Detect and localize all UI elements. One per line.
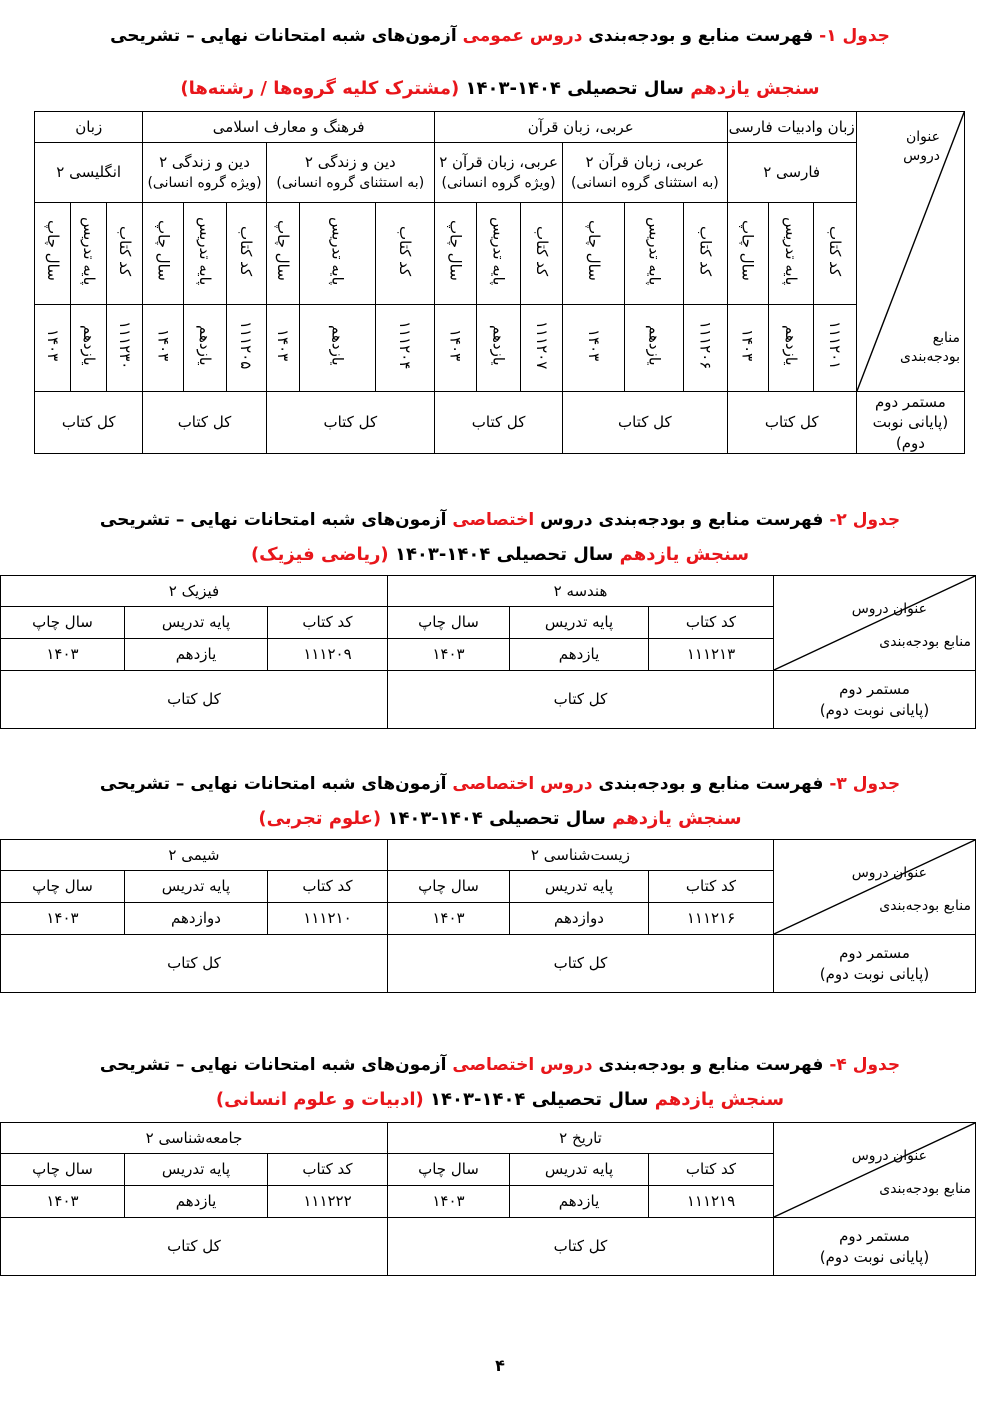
- table3-subject-1: شیمی ۲: [0, 840, 387, 871]
- table2-corner-cell: [774, 576, 976, 671]
- table4-subtitle-mid: سال تحصیلی ۱۴۰۴-۱۴۰۳: [423, 1089, 655, 1110]
- table2-cell-grade: یازدهم: [124, 639, 267, 671]
- table2-title-prefix: جدول ۲-: [823, 510, 901, 530]
- table4-whole-book-1: کل کتاب: [1, 1218, 388, 1276]
- header-label-year: سال چاپ: [273, 220, 292, 282]
- cell-value-grade: یازدهم: [196, 325, 215, 366]
- cell-value-grade: یازدهم: [645, 325, 664, 366]
- table4-continuous-label: [774, 1218, 976, 1276]
- table2-cell-grade: یازدهم: [510, 639, 649, 671]
- table2-cell-year: ۱۴۰۳: [0, 639, 124, 671]
- table3-header-grade: پایه تدریس: [124, 871, 267, 903]
- table1: [34, 111, 965, 454]
- table1-subtitle-mid: سال تحصیلی ۱۴۰۴-۱۴۰۳: [459, 78, 691, 99]
- table1-whole-book-4: کل کتاب: [143, 392, 266, 454]
- continuous-label: مستمر دوم: [839, 680, 910, 699]
- table3-title: [0, 774, 1000, 794]
- cell-value-year: ۱۴۰۳: [273, 329, 292, 362]
- header-label-grade: پایه تدریس: [489, 216, 508, 286]
- table2-subtitle-prefix: سنجش یازدهم: [619, 544, 750, 565]
- table1-corner-cell: [856, 112, 964, 392]
- table4-header-code: کد کتاب: [649, 1154, 774, 1186]
- table1-header-grade: [184, 203, 226, 305]
- table2-title-highlight: اختصاصی: [452, 510, 535, 530]
- table1-header-grade: [477, 203, 521, 305]
- table1-subtitle: [0, 78, 1000, 99]
- sources-label: منابع بودجه‌بندی: [879, 634, 971, 651]
- table1-cell-code: [226, 305, 266, 392]
- table1-title: [0, 26, 1000, 46]
- header-label-code: کد کتاب: [825, 225, 844, 276]
- subject-name: انگلیسی ۲: [56, 163, 122, 182]
- table1-course-title-label-2: دروس: [903, 147, 940, 164]
- table4-cell-year: ۱۴۰۳: [1, 1186, 125, 1218]
- table1-title-mid: فهرست منابع و بودجه‌بندی: [582, 26, 814, 46]
- table1-group-language: زبان: [35, 112, 143, 143]
- table1-header-year: [35, 203, 71, 305]
- continuous-sublabel: (پایانی نوبت دوم): [819, 700, 930, 719]
- table1-whole-book-3: کل کتاب: [266, 392, 434, 454]
- table1-cell-code: [684, 305, 727, 392]
- table4-subtitle-prefix: سنجش یازدهم: [654, 1089, 785, 1110]
- table3-subject-0: زیست‌شناسی ۲: [387, 840, 773, 871]
- table1-subject-3: [266, 143, 434, 203]
- table2-cell-code: ۱۱۱۲۱۳: [649, 639, 774, 671]
- table3-title-suffix: آزمون‌های شبه امتحانات نهایی – تشریحی: [99, 774, 453, 794]
- table2-header-code: کد کتاب: [649, 607, 774, 639]
- cell-value-year: ۱۴۰۳: [738, 329, 757, 362]
- cell-value-year: ۱۴۰۳: [154, 329, 173, 362]
- subject-name: دین و زندگی ۲: [159, 152, 250, 171]
- table1-cell-grade: [477, 305, 521, 392]
- continuous-label: مستمر دوم: [839, 944, 910, 963]
- table3-cell-grade: دوازدهم: [510, 903, 649, 935]
- header-label-year: سال چاپ: [154, 220, 173, 282]
- table1-header-grade: [299, 203, 375, 305]
- table1-cell-year: [727, 305, 768, 392]
- continuous-label: مستمر دوم: [839, 1227, 910, 1246]
- table2-header-year: سال چاپ: [0, 607, 124, 639]
- cell-value-code: ۱۱۱۲۰۵: [237, 321, 256, 370]
- table4-header-year: سال چاپ: [388, 1154, 510, 1186]
- table1-cell-year: [35, 305, 71, 392]
- table1-group-arabic: عربی، زبان قرآن: [434, 112, 727, 143]
- table4-header-code: کد کتاب: [268, 1154, 388, 1186]
- cell-value-year: ۱۴۰۳: [43, 329, 62, 362]
- table3-header-year: سال چاپ: [0, 871, 124, 903]
- header-label-year: سال چاپ: [738, 220, 757, 282]
- course-title-label: عنوان دروس: [851, 865, 927, 881]
- header-label-grade: پایه تدریس: [79, 216, 98, 286]
- table1-cell-year: [266, 305, 299, 392]
- header-label-code: کد کتاب: [237, 225, 256, 276]
- table2-header-grade: پایه تدریس: [124, 607, 267, 639]
- table1-cell-grade: [71, 305, 107, 392]
- table4-title: [0, 1055, 1000, 1075]
- table1-subject-0: [727, 143, 856, 203]
- table3-title-mid: فهرست منابع و بودجه‌بندی: [592, 774, 824, 794]
- table1-title-highlight: دروس عمومی: [462, 26, 583, 46]
- table4: [0, 1122, 976, 1276]
- table3-title-highlight: دروس اختصاصی: [452, 774, 593, 794]
- continuous-sublabel: (پایانی نوبت دوم): [819, 1247, 930, 1266]
- table3-title-prefix: جدول ۳-: [823, 774, 901, 794]
- table3-header-year: سال چاپ: [387, 871, 509, 903]
- cell-value-grade: یازدهم: [489, 325, 508, 366]
- table1-subject-1: [563, 143, 727, 203]
- table1-cell-year: [434, 305, 476, 392]
- table3-cell-grade: دوازدهم: [124, 903, 267, 935]
- cell-value-code: ۱۱۱۲۰۷: [532, 321, 551, 370]
- table1-cell-grade: [625, 305, 684, 392]
- header-label-code: کد کتاب: [115, 225, 134, 276]
- table1-header-year: [143, 203, 184, 305]
- cell-value-grade: یازدهم: [79, 325, 98, 366]
- table4-title-mid: فهرست منابع و بودجه‌بندی: [592, 1055, 824, 1075]
- table1-header-grade: [71, 203, 107, 305]
- table1-cell-grade: [184, 305, 226, 392]
- continuous-label: مستمر دوم: [874, 393, 946, 411]
- table1-course-title-label-1: عنوان: [906, 129, 940, 145]
- continuous-sublabel: (پایانی نوبت دوم): [872, 413, 949, 452]
- header-label-year: سال چاپ: [446, 220, 465, 282]
- table2-subject-0: هندسه ۲: [387, 576, 773, 607]
- table1-sources-label-2: بودجه‌بندی: [900, 349, 960, 366]
- cell-value-code: ۱۱۱۲۳۰: [115, 321, 134, 370]
- cell-value-year: ۱۴۰۳: [446, 329, 465, 362]
- table1-subtitle-prefix: سنجش یازدهم: [690, 78, 820, 99]
- table1-subtitle-highlight: (مشترک کلیه گروه‌ها / رشته‌ها): [180, 78, 460, 99]
- table1-cell-grade: [768, 305, 813, 392]
- table4-cell-grade: یازدهم: [125, 1186, 268, 1218]
- table4-subject-1: جامعه‌شناسی ۲: [1, 1123, 388, 1154]
- sources-label: منابع بودجه‌بندی: [879, 898, 971, 915]
- table2-title: [0, 510, 1000, 530]
- header-label-code: کد کتاب: [396, 225, 414, 276]
- table1-whole-book-0: کل کتاب: [727, 392, 856, 454]
- table1-header-year: [563, 203, 625, 305]
- table2-subject-1: فیزیک ۲: [0, 576, 387, 607]
- table2-subtitle: [0, 544, 1000, 565]
- table1-sources-label-1: منابع: [932, 330, 960, 347]
- table1-header-grade: [768, 203, 813, 305]
- table2-whole-book-0: کل کتاب: [387, 671, 773, 729]
- table1-cell-code: [813, 305, 856, 392]
- table2-cell-code: ۱۱۱۲۰۹: [267, 639, 387, 671]
- header-label-grade: پایه تدریس: [645, 216, 664, 286]
- table3-subtitle-mid: سال تحصیلی ۱۴۰۴-۱۴۰۳: [381, 808, 613, 829]
- header-label-year: سال چاپ: [43, 220, 62, 282]
- table4-subtitle: [0, 1089, 1000, 1110]
- table2-whole-book-1: کل کتاب: [0, 671, 387, 729]
- table2-header-grade: پایه تدریس: [510, 607, 649, 639]
- table1-cell-code: [521, 305, 563, 392]
- table1-header-code: [521, 203, 563, 305]
- header-label-code: کد کتاب: [696, 225, 715, 276]
- table3-continuous-label: [774, 935, 976, 993]
- subject-note: (ویژه گروه انسانی): [147, 175, 262, 192]
- table1-cell-code: [107, 305, 143, 392]
- table4-cell-code: ۱۱۱۲۱۹: [649, 1186, 774, 1218]
- table4-corner-cell: [774, 1123, 976, 1218]
- table1-header-year: [434, 203, 476, 305]
- table3-whole-book-0: کل کتاب: [387, 935, 773, 993]
- header-label-code: کد کتاب: [532, 225, 551, 276]
- continuous-sublabel: (پایانی نوبت دوم): [819, 964, 930, 983]
- table1-whole-book-2: کل کتاب: [434, 392, 562, 454]
- table3-header-code: کد کتاب: [267, 871, 387, 903]
- subject-name: فارسی ۲: [763, 163, 821, 182]
- table1-header-year: [727, 203, 768, 305]
- table2-subtitle-mid: سال تحصیلی ۱۴۰۴-۱۴۰۳: [388, 544, 620, 565]
- table3-whole-book-1: کل کتاب: [0, 935, 387, 993]
- table3: [0, 839, 976, 993]
- table1-title-suffix: آزمون‌های شبه امتحانات نهایی – تشریحی: [110, 26, 463, 46]
- table1-cell-year: [563, 305, 625, 392]
- table2-cell-year: ۱۴۰۳: [387, 639, 509, 671]
- table2-header-year: سال چاپ: [387, 607, 509, 639]
- header-label-grade: پایه تدریس: [781, 216, 800, 286]
- table1-group-religion: فرهنگ و معارف اسلامی: [143, 112, 435, 143]
- table1-group-persian: زبان وادبیات فارسی: [727, 112, 856, 143]
- table4-title-highlight: دروس اختصاصی: [452, 1055, 593, 1075]
- table1-subject-5: [35, 143, 143, 203]
- table1-whole-book-1: کل کتاب: [563, 392, 727, 454]
- header-label-grade: پایه تدریس: [328, 216, 347, 286]
- table1-header-code: [375, 203, 434, 305]
- table4-header-grade: پایه تدریس: [125, 1154, 268, 1186]
- table1-header-year: [266, 203, 299, 305]
- table1-title-prefix: جدول ۱-: [813, 26, 890, 46]
- table3-subtitle: [0, 808, 1000, 829]
- table3-cell-code: ۱۱۱۲۱۶: [649, 903, 774, 935]
- table2-subtitle-highlight: (ریاضی فیزیک): [250, 544, 389, 565]
- table3-header-code: کد کتاب: [649, 871, 774, 903]
- subject-note: (به استثنای گروه انسانی): [570, 175, 719, 192]
- subject-note: (ویژه گروه انسانی): [441, 175, 556, 192]
- table3-subtitle-prefix: سنجش یازدهم: [612, 808, 742, 829]
- cell-value-code: ۱۱۱۲۰۶: [696, 321, 715, 370]
- cell-value-year: ۱۴۰۳: [584, 329, 603, 362]
- page-number: ۴: [495, 1356, 505, 1375]
- course-title-label: عنوان دروس: [851, 601, 927, 617]
- subject-note: (به استثنای گروه انسانی): [276, 175, 425, 192]
- table4-title-prefix: جدول ۴-: [823, 1055, 901, 1075]
- table3-cell-year: ۱۴۰۳: [387, 903, 509, 935]
- table2-continuous-label: [774, 671, 976, 729]
- table4-header-grade: پایه تدریس: [510, 1154, 649, 1186]
- table1-subject-4: [143, 143, 266, 203]
- table2: [0, 575, 976, 729]
- cell-value-code: ۱۱۱۲۰۴: [396, 321, 414, 370]
- subject-name: عربی، زبان قرآن ۲: [585, 152, 705, 171]
- subject-name: عربی، زبان قرآن ۲: [439, 152, 558, 171]
- table4-cell-grade: یازدهم: [510, 1186, 649, 1218]
- sources-label: منابع بودجه‌بندی: [879, 1181, 971, 1198]
- table1-cell-year: [143, 305, 184, 392]
- table4-title-suffix: آزمون‌های شبه امتحانات نهایی – تشریحی: [99, 1055, 453, 1075]
- cell-value-code: ۱۱۱۲۰۱: [825, 321, 844, 370]
- table1-continuous-label: [856, 392, 964, 454]
- table3-corner-cell: [774, 840, 976, 935]
- table1-header-code: [684, 203, 727, 305]
- table4-subject-0: تاریخ ۲: [388, 1123, 774, 1154]
- table3-header-grade: پایه تدریس: [510, 871, 649, 903]
- subject-name: دین و زندگی ۲: [304, 152, 396, 171]
- table3-cell-code: ۱۱۱۲۱۰: [267, 903, 387, 935]
- table4-subtitle-highlight: (ادبیات و علوم انسانی): [215, 1089, 424, 1110]
- table3-subtitle-highlight: (علوم تجربی): [258, 808, 382, 829]
- table1-header-code: [107, 203, 143, 305]
- table2-title-suffix: آزمون‌های شبه امتحانات نهایی – تشریحی: [99, 510, 453, 530]
- table4-cell-code: ۱۱۱۲۲۲: [268, 1186, 388, 1218]
- course-title-label: عنوان دروس: [851, 1148, 927, 1164]
- table4-cell-year: ۱۴۰۳: [388, 1186, 510, 1218]
- table2-title-mid: فهرست منابع و بودجه‌بندی دروس: [534, 510, 824, 530]
- table4-whole-book-0: کل کتاب: [388, 1218, 774, 1276]
- cell-value-grade: یازدهم: [781, 325, 800, 366]
- table1-header-code: [226, 203, 266, 305]
- table3-cell-year: ۱۴۰۳: [0, 903, 124, 935]
- cell-value-grade: یازدهم: [328, 325, 347, 366]
- table1-cell-grade: [299, 305, 375, 392]
- table1-header-grade: [625, 203, 684, 305]
- header-label-grade: پایه تدریس: [196, 216, 215, 286]
- table1-whole-book-5: کل کتاب: [35, 392, 143, 454]
- table4-header-year: سال چاپ: [1, 1154, 125, 1186]
- header-label-year: سال چاپ: [584, 220, 603, 282]
- table1-cell-code: [375, 305, 434, 392]
- table1-subject-2: [434, 143, 562, 203]
- table2-header-code: کد کتاب: [267, 607, 387, 639]
- table1-header-code: [813, 203, 856, 305]
